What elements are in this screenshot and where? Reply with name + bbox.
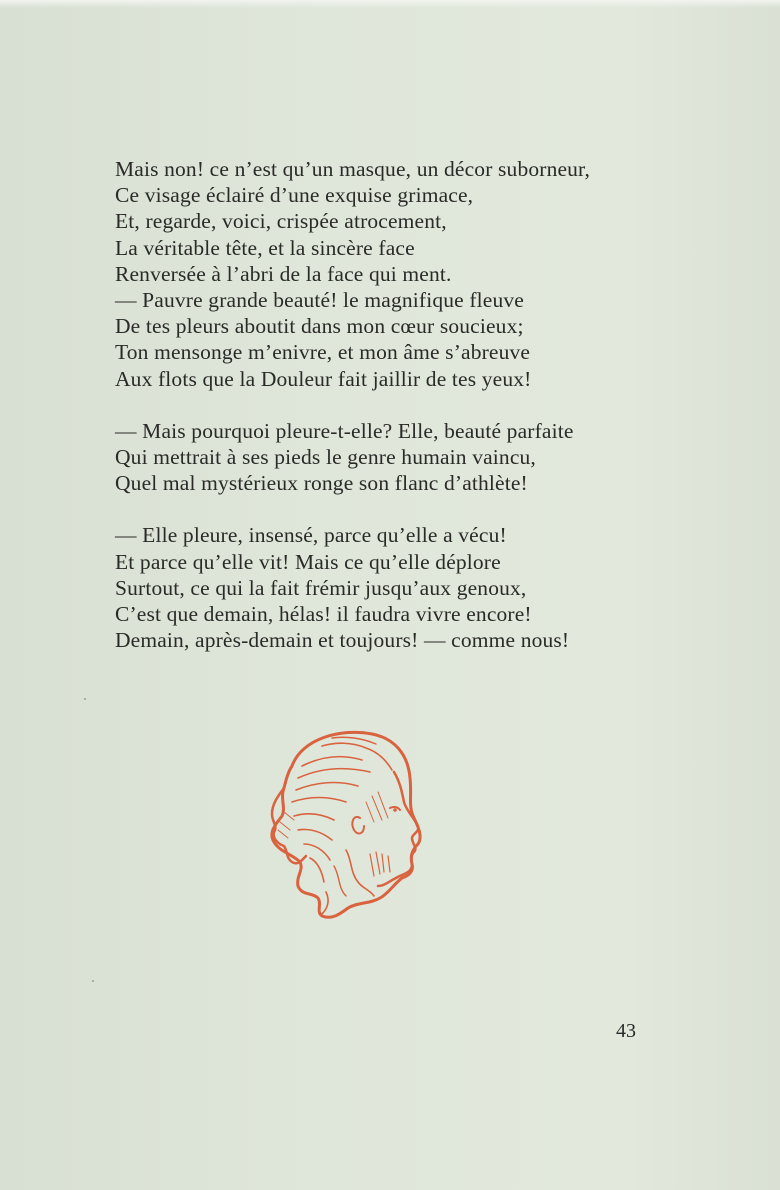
page-edge bbox=[0, 0, 780, 8]
verse-line: Demain, après-demain et toujours! — comme nous! bbox=[115, 628, 570, 653]
verse-line: — Pauvre grande beauté! le magnifique fleuve bbox=[115, 288, 524, 313]
hair-outline bbox=[272, 732, 420, 917]
stanza-2 bbox=[115, 418, 715, 497]
verse-line: Mais non! ce n’est qu’un masque, un décor suborneur, bbox=[115, 157, 591, 181]
verse-line: Renversée à l’abri de la face qui ment. bbox=[115, 261, 452, 286]
verse-line: Ton mensonge m’enivre, et mon âme s’abreuve bbox=[115, 340, 531, 365]
page-number: 43 bbox=[616, 1020, 636, 1042]
verse-line: Et, regarde, voici, crispée atrocement, bbox=[115, 209, 447, 234]
verse-line: Quel mal mystérieux ronge son flanc d’athlète! bbox=[115, 471, 528, 496]
verse-line: Et parce qu’elle vit! Mais ce qu’elle déplore bbox=[115, 549, 501, 574]
verse-line: Qui mettrait à ses pieds le genre humain vaincu, bbox=[115, 445, 536, 470]
verse-line: — Elle pleure, insensé, parce qu’elle a vécu! bbox=[115, 523, 507, 548]
verse-line: — Mais pourquoi pleure-t-elle? Elle, beauté parfaite bbox=[115, 418, 574, 443]
two-faced-head-icon bbox=[262, 726, 432, 926]
verse-line: Ce visage éclairé d’une exquise grimace, bbox=[115, 183, 474, 208]
stanza-1 bbox=[115, 156, 715, 392]
verse-line: La véritable tête, et la sincère face bbox=[115, 235, 415, 260]
paper-speck bbox=[84, 698, 86, 700]
poem-text bbox=[115, 156, 715, 679]
verse-line: C’est que demain, hélas! il faudra vivre encore! bbox=[115, 602, 532, 627]
verse-line: Surtout, ce qui la fait frémir jusqu’aux genoux, bbox=[115, 575, 527, 600]
paper-speck bbox=[92, 980, 94, 982]
stanza-3 bbox=[115, 522, 715, 653]
verse-line: De tes pleurs aboutit dans mon cœur soucieux; bbox=[115, 314, 524, 339]
verse-line: Aux flots que la Douleur fait jaillir de tes yeux! bbox=[115, 366, 532, 391]
